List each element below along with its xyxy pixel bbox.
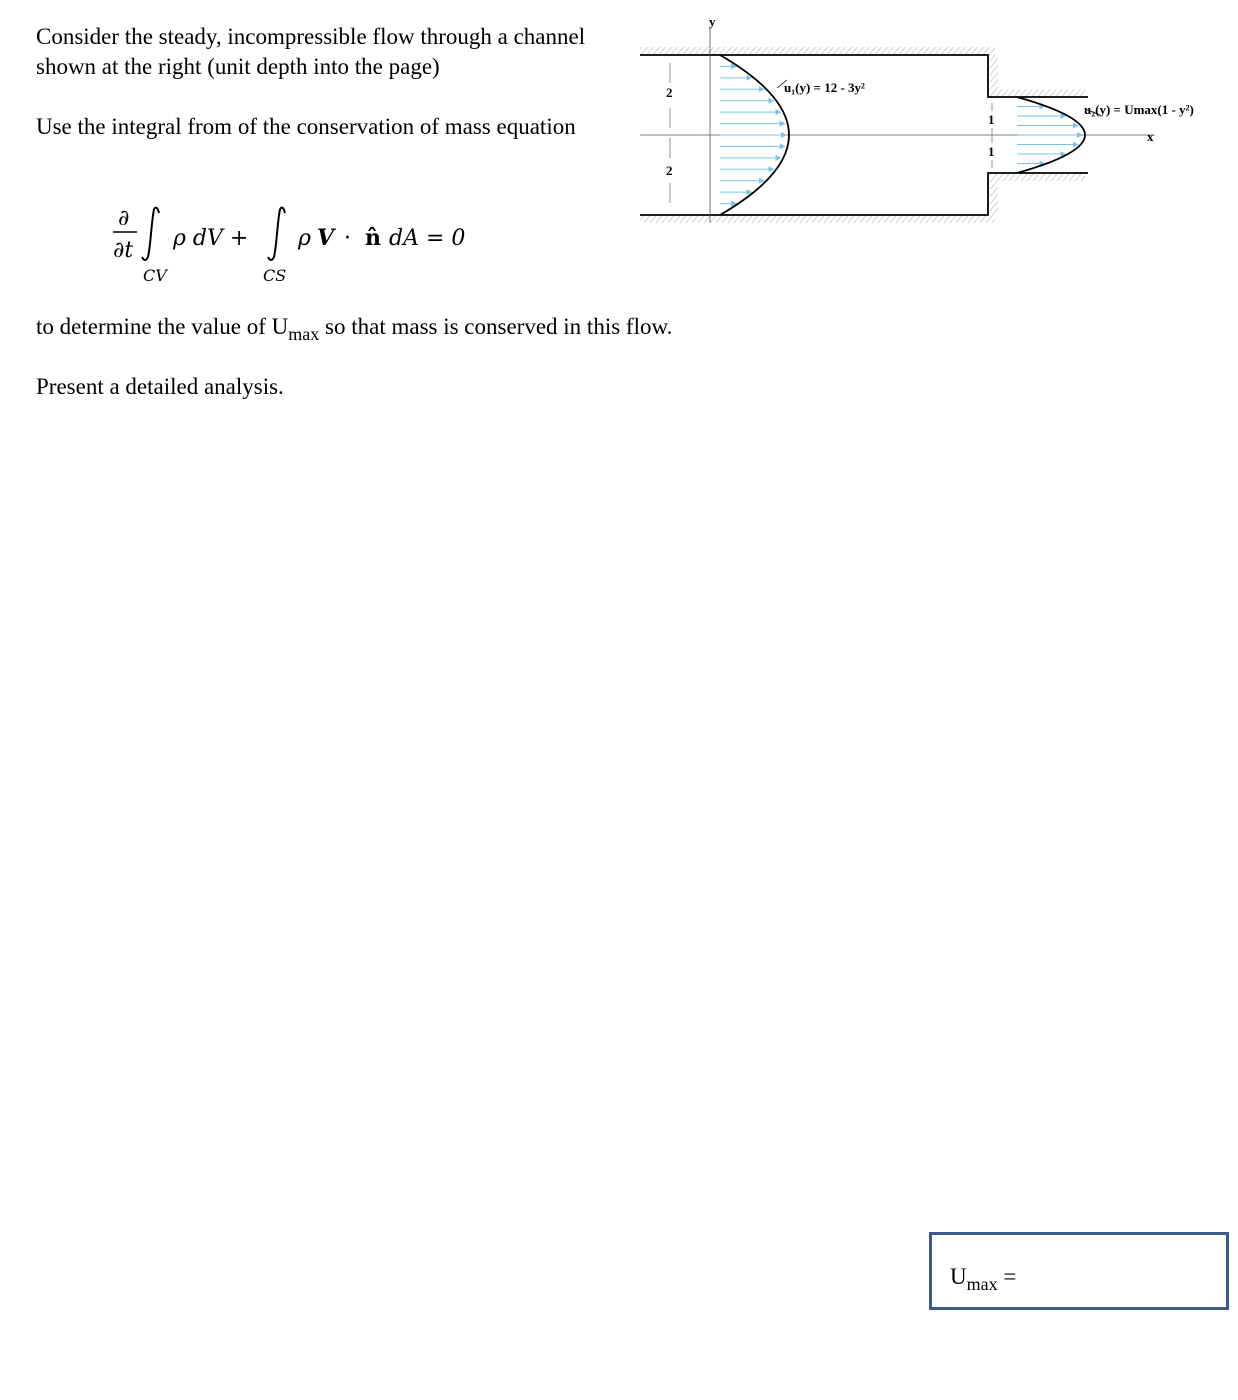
- dim-lower-inlet: 2: [666, 163, 673, 178]
- inlet-velocity-arrows: [720, 66, 786, 203]
- cs-term-rest: dA = 0: [389, 226, 466, 251]
- partial-t: ∂t: [113, 238, 134, 263]
- cv-label: CV: [143, 266, 167, 285]
- determine-suffix: so that mass is conserved in this flow.: [319, 314, 673, 339]
- answer-label-equals: =: [997, 1264, 1017, 1289]
- rho-symbol: ρ: [298, 226, 311, 251]
- x-axis-label: x: [1147, 129, 1154, 144]
- problem-determine: [36, 312, 672, 343]
- dim-upper-outlet: 1: [988, 112, 995, 127]
- velocity-vector: V: [317, 225, 335, 251]
- u1-formula: u₁(y) = 12 - 3y²: [784, 80, 865, 95]
- dim-lower-outlet: 1: [988, 144, 995, 159]
- conservation-of-mass-equation: [105, 195, 485, 290]
- dim-upper-inlet: 2: [666, 85, 673, 100]
- dot-product: ·: [344, 226, 351, 251]
- problem-intro: Consider the steady, incompressible flow through a channel shown at the right (unit depth into the page): [36, 24, 586, 79]
- cs-label: CS: [263, 266, 287, 285]
- cv-integral-sign: [142, 208, 159, 260]
- answer-label-main: U: [950, 1264, 967, 1289]
- problem-present: Present a detailed analysis.: [36, 374, 284, 399]
- determine-subscript: max: [288, 324, 320, 344]
- cv-term: ρ dV +: [173, 226, 249, 251]
- answer-box[interactable]: [929, 1232, 1229, 1310]
- outlet-velocity-arrows: [1017, 107, 1082, 164]
- answer-label: [950, 1264, 1017, 1294]
- determine-prefix: to determine the value of U: [36, 314, 289, 339]
- normal-vector: n̂: [365, 225, 381, 251]
- cs-integral-sign: [268, 208, 285, 260]
- inlet-dimension-lines: [645, 63, 695, 203]
- y-axis-label: y: [709, 14, 716, 29]
- u2-formula: u₂(y) = Umax(1 - y²): [1084, 102, 1194, 117]
- channel-flow-diagram: [620, 8, 1230, 238]
- problem-instruction: Use the integral from of the conservation of mass equation: [36, 114, 576, 139]
- partial-symbol: ∂: [118, 206, 130, 231]
- answer-label-subscript: max: [966, 1274, 998, 1294]
